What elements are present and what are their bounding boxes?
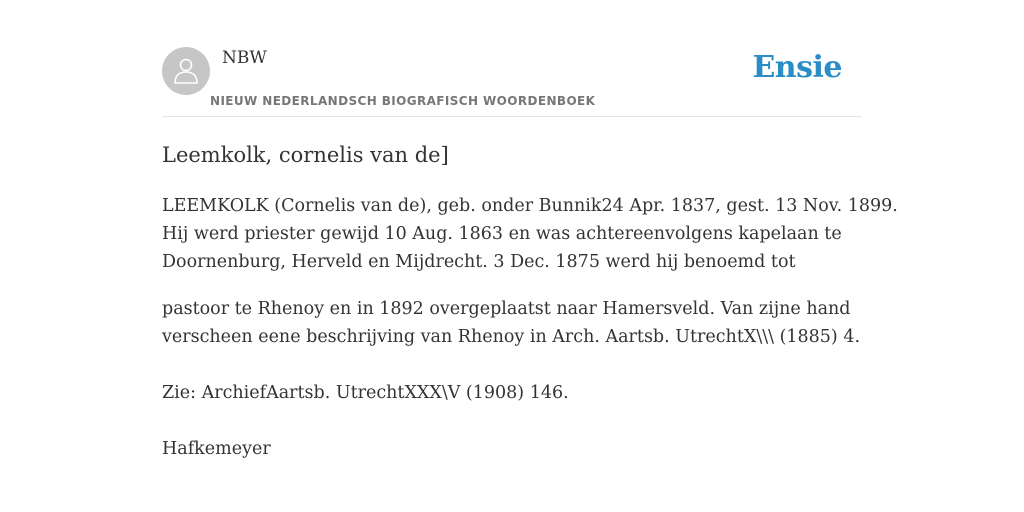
author-signature: Hafkemeyer bbox=[162, 439, 271, 459]
paragraph bbox=[162, 379, 862, 407]
author-subtitle[interactable]: NIEUW NEDERLANDSCH BIOGRAFISCH WOORDENBOEK bbox=[210, 94, 596, 108]
header bbox=[162, 44, 862, 117]
paragraph-line: pastoor te Rhenoy en in 1892 overgeplaatst naar Hamersveld. Van zijne hand bbox=[162, 299, 851, 319]
user-icon bbox=[173, 57, 199, 85]
article bbox=[162, 138, 898, 463]
paragraph bbox=[162, 435, 862, 463]
article-title: Leemkolk, cornelis van de] bbox=[162, 143, 449, 167]
avatar[interactable] bbox=[162, 47, 210, 95]
author-name[interactable]: NBW bbox=[222, 48, 267, 68]
paragraph bbox=[162, 295, 862, 351]
paragraph-line: Hij werd priester gewijd 10 Aug. 1863 en was achtereenvolgens kapelaan te bbox=[162, 224, 842, 244]
paragraph-line: verscheen eene beschrijving van Rhenoy in Arch. Aartsb. UtrechtX\\\ (1885) 4. bbox=[162, 327, 861, 347]
paragraph-line: LEEMKOLK (Cornelis van de), geb. onder Bunnik24 Apr. 1837, gest. 13 Nov. 1899. bbox=[162, 196, 898, 216]
article-body bbox=[162, 192, 898, 463]
paragraph-line: Zie: ArchiefAartsb. UtrechtXXX\V (1908) 146. bbox=[162, 383, 569, 403]
paragraph bbox=[162, 192, 898, 276]
paragraph-line: Doornenburg, Herveld en Mijdrecht. 3 Dec. 1875 werd hij benoemd tot bbox=[162, 252, 796, 272]
site-logo[interactable]: Ensie bbox=[752, 50, 842, 85]
